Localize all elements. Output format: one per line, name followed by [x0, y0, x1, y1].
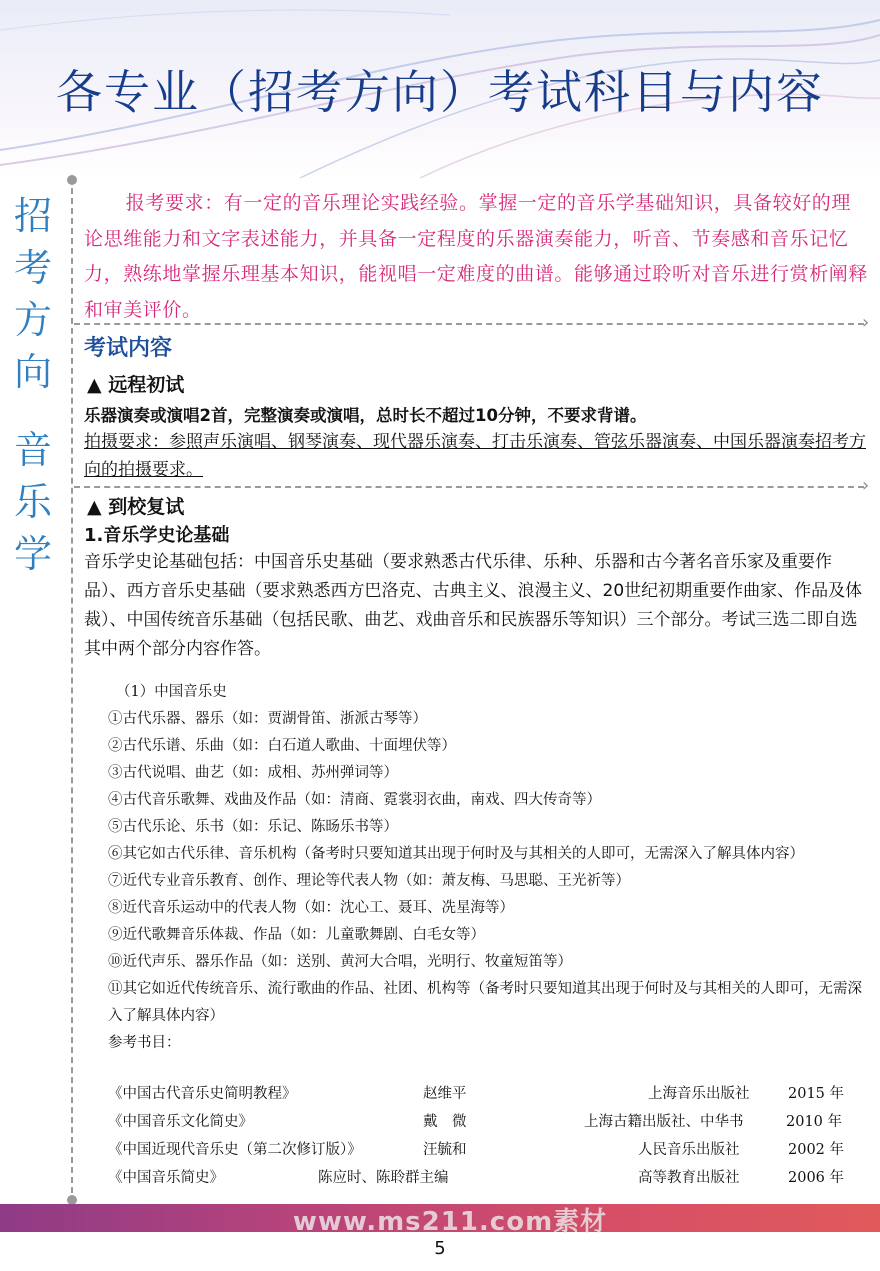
arrow-right-icon: ›: [862, 312, 870, 333]
book-publisher: 人民音乐出版社: [638, 1142, 740, 1158]
divider-dot: [67, 175, 77, 185]
chinese-music-history-list: [108, 679, 868, 1057]
book-year: 2006 年: [788, 1170, 845, 1186]
book-row: [108, 1138, 848, 1166]
arrow-right-icon: ›: [862, 475, 870, 496]
book-author: 赵维平: [423, 1086, 467, 1102]
list-item: ①古代乐器、器乐（如：贾湖骨笛、浙派古琴等）: [108, 711, 427, 727]
book-row: [108, 1166, 848, 1194]
page-number: 5: [434, 1238, 446, 1259]
book-author: 汪毓和: [423, 1142, 467, 1158]
filming-requirement-text: 拍摄要求：参照声乐演唱、钢琴演奏、现代器乐演奏、打击乐演奏、管弦乐器演奏、中国乐器演奏招考方向的拍摄要求。: [84, 432, 866, 480]
list-item: ⑩近代声乐、器乐作品（如：送别、黄河大合唱，光明行、牧童短笛等）: [108, 954, 572, 970]
requirement-paragraph: 报考要求：有一定的音乐理论实践经验。掌握一定的音乐学基础知识，具备较好的理论思维能力和文字表述能力，并具备一定程度的乐器演奏能力，听音、节奏感和音乐记忆力，熟练地掌握乐理基本知识，能视唱一定难度的曲谱。能够通过聆听对音乐进行赏析阐释和审美评价。: [84, 192, 869, 321]
book-publisher: 高等教育出版社: [638, 1170, 740, 1186]
page-title: 各专业（招考方向）考试科目与内容: [56, 65, 824, 119]
side-label-char: 音: [13, 428, 52, 472]
book-row: [108, 1082, 848, 1110]
side-label-char: 乐: [13, 480, 52, 524]
side-label-char: 考: [13, 246, 52, 290]
book-title: 《中国音乐简史》: [108, 1170, 224, 1186]
book-author: 戴 微: [423, 1114, 467, 1130]
book-author: 陈应时、陈聆群主编: [318, 1170, 449, 1186]
side-label-char: 方: [13, 298, 52, 342]
header-banner: [0, 0, 880, 178]
book-title: 《中国古代音乐史简明教程》: [108, 1086, 297, 1102]
watermark: www.ms211.com素材: [292, 1207, 608, 1237]
side-label-char: 学: [13, 532, 52, 576]
onsite-exam-heading: ▲ 到校复试: [87, 496, 185, 518]
remote-exam-requirement: 乐器演奏或演唱2首，完整演奏或演唱，总时长不超过10分钟，不要求背谱。: [84, 406, 647, 425]
section-title: 1.音乐学史论基础: [84, 525, 230, 546]
section-separator: [74, 323, 864, 325]
list-item: ③古代说唱、曲艺（如：成相、苏州弹词等）: [108, 765, 398, 781]
book-year: 2002 年: [788, 1142, 845, 1158]
filming-requirement: [84, 428, 874, 484]
book-row: [108, 1110, 848, 1138]
book-publisher: 上海音乐出版社: [648, 1086, 750, 1102]
references-label: 参考书目：: [108, 1035, 181, 1051]
section-separator: [74, 486, 864, 488]
side-label-char: 招: [13, 194, 52, 238]
list-item: ⑨近代歌舞音乐体裁、作品（如：儿童歌舞剧、白毛女等）: [108, 927, 485, 943]
book-year: 2010 年: [786, 1114, 843, 1130]
list-item: ⑤古代乐论、乐书（如：乐记、陈旸乐书等）: [108, 819, 398, 835]
list-heading: （1）中国音乐史: [116, 684, 227, 700]
book-title: 《中国近现代音乐史（第二次修订版）》: [108, 1142, 362, 1158]
list-item: ⑥其它如古代乐律、音乐机构（备考时只要知道其出现于何时及与其相关的人即可，无需深入了解具体内容）: [108, 846, 804, 862]
list-item: ⑧近代音乐运动中的代表人物（如：沈心工、聂耳、冼星海等）: [108, 900, 514, 916]
book-publisher: 上海古籍出版社、中华书: [584, 1114, 744, 1130]
reference-books: [108, 1082, 848, 1194]
side-label-char: 向: [13, 350, 52, 394]
list-item: ⑪其它如近代传统音乐、流行歌曲的作品、社团、机构等（备考时只要知道其出现于何时及与其相关的人即可，无需深入了解具体内容）: [108, 981, 862, 1024]
remote-exam-heading: ▲ 远程初试: [87, 374, 185, 396]
vertical-divider: [71, 178, 73, 1203]
book-year: 2015 年: [788, 1086, 845, 1102]
book-title: 《中国音乐文化简史》: [108, 1114, 253, 1130]
list-item: ④古代音乐歌舞、戏曲及作品（如：清商、霓裳羽衣曲，南戏、四大传奇等）: [108, 792, 601, 808]
list-item: ②古代乐谱、乐曲（如：白石道人歌曲、十面埋伏等）: [108, 738, 456, 754]
exam-content-heading: 考试内容: [84, 336, 173, 361]
list-item: ⑦近代专业音乐教育、创作、理论等代表人物（如：萧友梅、马思聪、王光祈等）: [108, 873, 630, 889]
side-label: [8, 190, 58, 580]
section-body: 音乐学史论基础包括：中国音乐史基础（要求熟悉古代乐律、乐种、乐器和古今著名音乐家及重要作品）、西方音乐史基础（要求熟悉西方巴洛克、古典主义、浪漫主义、20世纪初期重要作曲家、作品及体裁）、中国传统音乐基础（包括民歌、曲艺、戏曲音乐和民族器乐等知识）三个部分。考试三选二即自选其中两个部分内容作答。: [84, 552, 863, 659]
